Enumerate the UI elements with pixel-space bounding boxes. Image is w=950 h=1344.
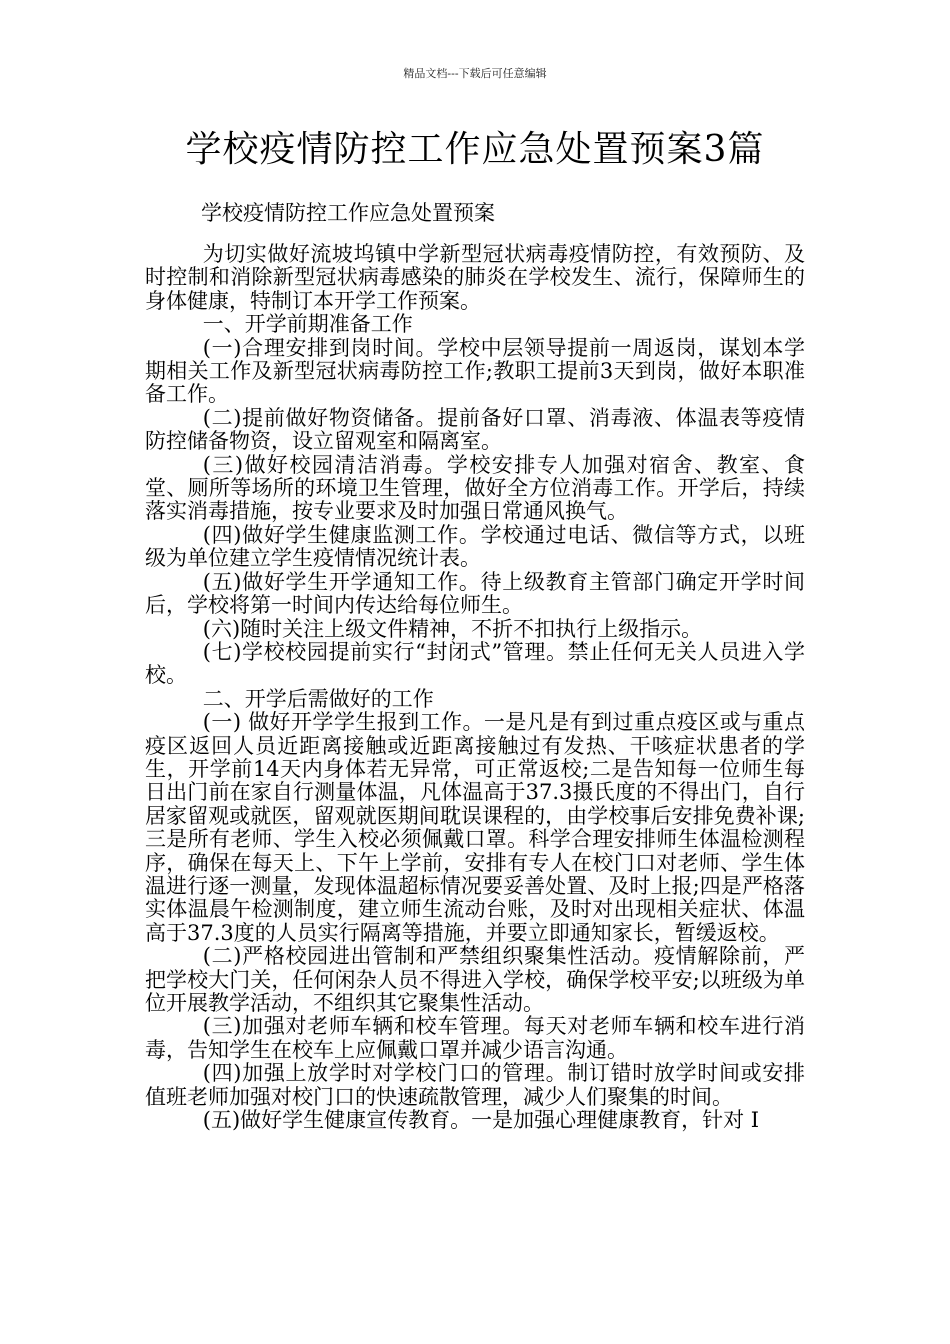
body-paragraph: (三)加强对老师车辆和校车管理。每天对老师车辆和校车进行消毒，告知学生在校车上应佩戴口罩并减少语言沟通。 (145, 1014, 805, 1062)
body-paragraph: (一)合理安排到岗时间。学校中层领导提前一周返岗，谋划本学期相关工作及新型冠状病毒防控工作;教职工提前3天到岗，做好本职准备工作。 (145, 335, 805, 407)
body-paragraph: (二)严格校园进出管制和严禁组织聚集性活动。疫情解除前，严把学校大门关，任何闲杂人员不得进入学校，确保学校平安;以班级为单位开展教学活动，不组织其它聚集性活动。 (145, 944, 805, 1015)
section-heading-1: 一、开学前期准备工作 (202, 312, 413, 337)
body-paragraph: (四)做好学生健康监测工作。学校通过电话、微信等方式，以班级为单位建立学生疫情情况统计表。 (145, 522, 805, 571)
body-paragraph: (七)学校校园提前实行“封闭式”管理。禁止任何无关人员进入学校。 (145, 639, 805, 688)
document-title: 学校疫情防控工作应急处置预案3篇 (185, 129, 765, 170)
body-paragraph: (五)做好学生开学通知工作。待上级教育主管部门确定开学时间后，学校将第一时间内传达给每位师生。 (145, 569, 805, 618)
document-body (145, 243, 805, 1132)
header-note: 精品文档---下载后可任意编辑 (403, 67, 547, 80)
body-paragraph: (六)随时关注上级文件精神，不折不扣执行上级指示。 (202, 616, 703, 641)
body-paragraph: (二)提前做好物资储备。提前备好口罩、消毒液、体温表等疫情防控储备物资，设立留观室和隔离室。 (145, 405, 805, 454)
section-heading-2: 二、开学后需做好的工作 (202, 686, 434, 711)
body-paragraph: (四)加强上放学时对学校门口的管理。制订错时放学时间或安排值班老师加强对校门口的快速疏散管理，减少人们聚集的时间。 (145, 1061, 805, 1109)
intro-paragraph: 为切实做好流坡坞镇中学新型冠状病毒疫情防控，有效预防、及时控制和消除新型冠状病毒感染的肺炎在学校发生、流行，保障师生的身体健康，特制订本开学工作预案。 (145, 242, 805, 313)
document-subtitle: 学校疫情防控工作应急处置预案 (201, 201, 495, 225)
body-paragraph: (一) 做好开学学生报到工作。一是凡是有到过重点疫区或与重点疫区返回人员近距离接触或近距离接触过有发热、干咳症状患者的学生，开学前14天内身体若无异常，可正常返校;二是告知每一位师生每日出门前在家自行测量体温，凡体温高于37.3摄氏度的不得出门，自行居家留观或就医，留观就医期间耽误课程的，由学校事后安排免费补课;三是所有老师、学生入校必须佩戴口罩。科学合理安排师生体温检测程序，确保在每天上、下午上学前，安排有专人在校门口对老师、学生体温进行逐一测量，发现体温超标情况要妥善处置、及时上报;四是严格落实体温晨午检测制度，建立师生流动台账，及时对出现相关症状、体温高于37.3度的人员实行隔离等措施，并要立即通知家长，暂缓返校。 (145, 710, 805, 945)
body-paragraph: (五)做好学生健康宣传教育。一是加强心理健康教育，针对 I (202, 1108, 760, 1133)
body-paragraph: (三)做好校园清洁消毒。学校安排专人加强对宿舍、教室、食堂、厕所等场所的环境卫生管理，做好全方位消毒工作。开学后，持续落实消毒措施，按专业要求及时加强日常通风换气。 (145, 452, 805, 524)
